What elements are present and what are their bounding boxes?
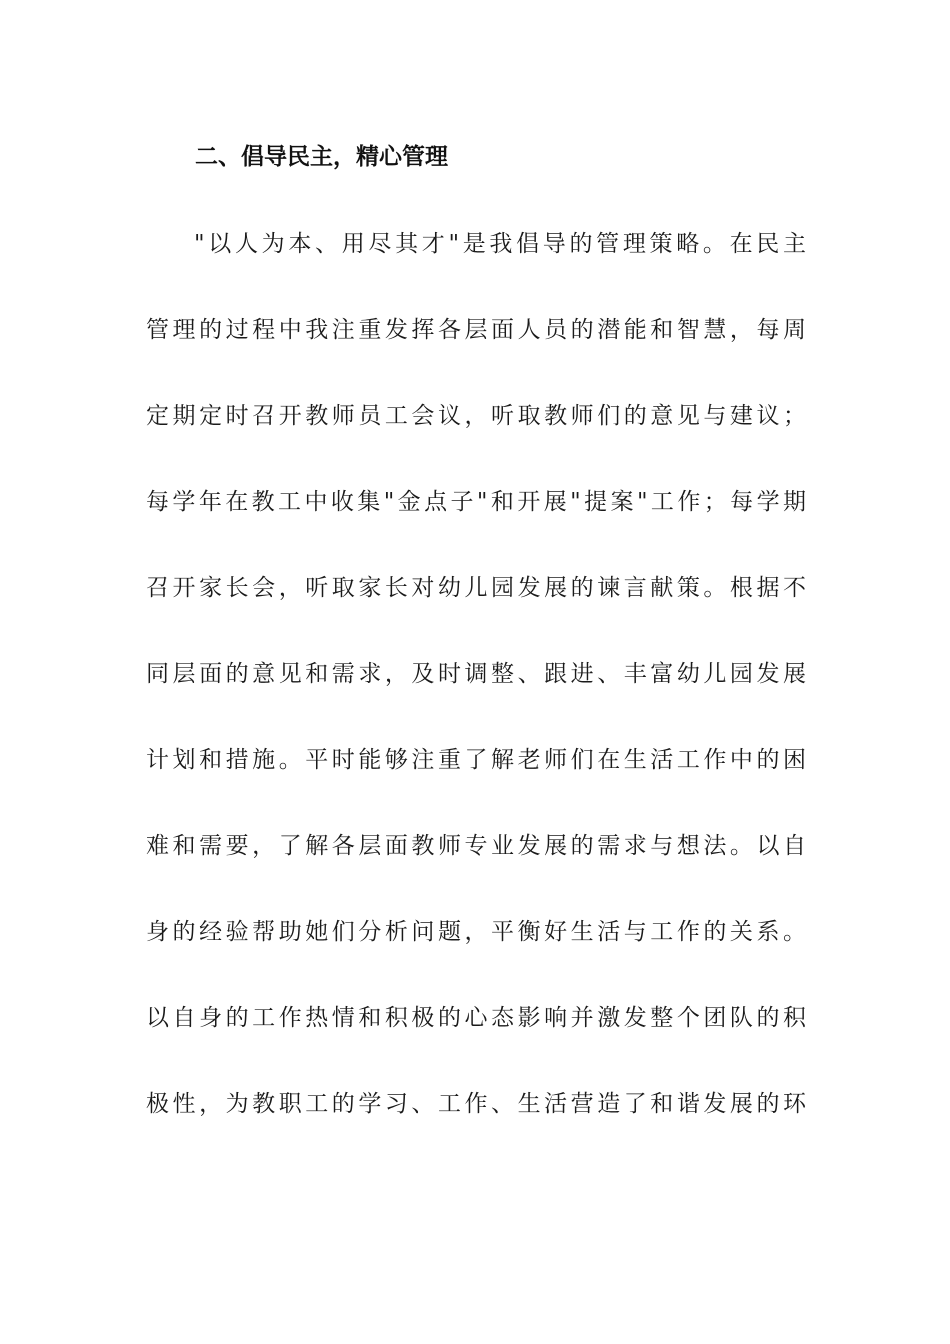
paragraph-line: 定期定时召开教师员工会议，听取教师们的意见与建议；	[146, 403, 806, 429]
paragraph-line: "以人为本、用尽其才"是我倡导的管理策略。在民主	[194, 231, 806, 257]
paragraph-line: 难和需要，了解各层面教师专业发展的需求与想法。以自	[146, 833, 806, 859]
paragraph-line: 身的经验帮助她们分析问题，平衡好生活与工作的关系。	[146, 919, 806, 945]
paragraph-line: 管理的过程中我注重发挥各层面人员的潜能和智慧，每周	[146, 317, 806, 343]
section-heading: 二、倡导民主，精心管理	[195, 144, 448, 170]
paragraph-line: 计划和措施。平时能够注重了解老师们在生活工作中的困	[146, 747, 806, 773]
paragraph-line: 同层面的意见和需求，及时调整、跟进、丰富幼儿园发展	[146, 661, 806, 687]
paragraph-line: 以自身的工作热情和积极的心态影响并激发整个团队的积	[146, 1005, 806, 1031]
paragraph-line: 极性，为教职工的学习、工作、生活营造了和谐发展的环	[146, 1091, 806, 1117]
paragraph-line: 召开家长会，听取家长对幼儿园发展的谏言献策。根据不	[146, 575, 806, 601]
paragraph-line: 每学年在教工中收集"金点子"和开展"提案"工作；每学期	[146, 489, 806, 515]
